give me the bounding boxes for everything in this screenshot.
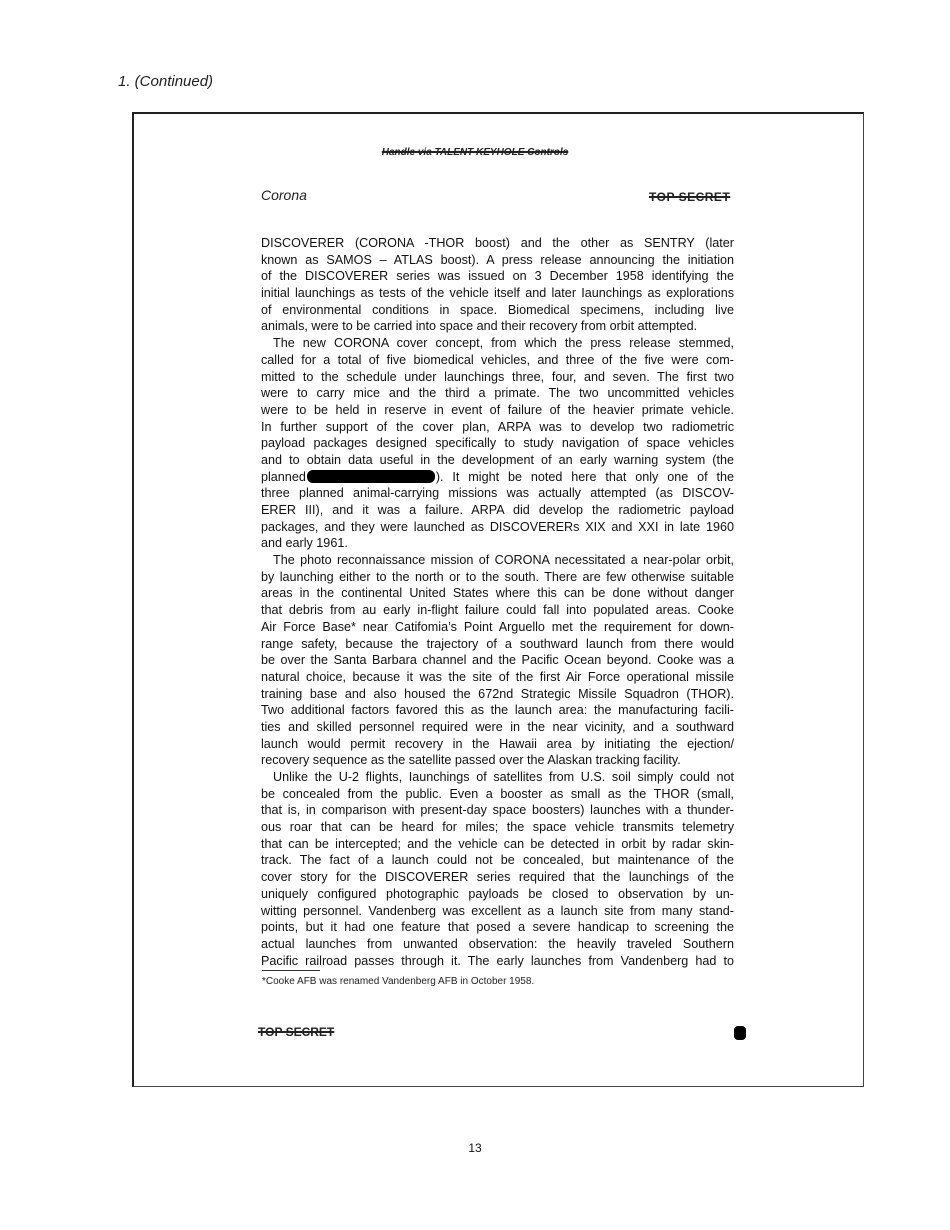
- text-line: known as SAMOS – ATLAS boost). A press release announcing the initiation: [261, 252, 734, 267]
- text-segment: ). It might be noted here that only one of the: [435, 469, 734, 484]
- footnote: *Cooke AFB was renamed Vandenberg AFB in October 1958.: [262, 976, 535, 987]
- text-line: by launching either to the north or to the south. There are few otherwise suitable: [261, 569, 734, 584]
- text-line: points, but it had one feature that posed a severe handicap to screening the: [261, 920, 734, 935]
- text-line: [261, 469, 734, 486]
- text-line: cover story for the DISCOVERER series required that the launchings of the: [261, 870, 734, 885]
- text-line: be over the Santa Barbara channel and the Pacific Ocean beyond. Cooke was a: [261, 653, 734, 668]
- classification-bottom: TOP SECRET: [258, 1025, 335, 1039]
- text-line: of the DISCOVERER series was issued on 3 December 1958 identifying the: [261, 269, 734, 284]
- text-line: The new CORONA cover concept, from which the press release stemmed,: [273, 336, 734, 351]
- footnote-rule: [262, 970, 320, 971]
- text-line: Pacific railroad passes through it. The early launches from Vandenberg had to: [261, 953, 734, 968]
- continued-heading: 1. (Continued): [118, 73, 214, 90]
- text-line: areas in the continental United States where this can be done without danger: [261, 586, 734, 601]
- text-line: payload packages designed specifically to study navigation of space vehicles: [261, 436, 734, 451]
- text-line: ERER III), and it was a failure. ARPA did develop the radiometric payload: [261, 503, 734, 517]
- redaction-mark: [734, 1026, 746, 1040]
- text-line: that debris from au early in-flight failure could fall into populated areas. Cooke: [261, 603, 734, 618]
- text-line: that can be intercepted; and the vehicle can be detected in orbit by radar skin-: [261, 836, 734, 851]
- text-line: The photo reconnaissance mission of CORONA necessitated a near-polar orbit,: [273, 553, 734, 568]
- text-line: Two additional factors favored this as the launch area: the manufacturing facili-: [261, 703, 734, 718]
- text-line: and to obtain data useful in the development of an early warning system (the: [261, 452, 734, 467]
- redacted-block: [307, 470, 435, 483]
- text-line: of environmental conditions in space. Biomedical specimens, including live: [261, 302, 734, 317]
- text-line: animals, were to be carried into space and their recovery from orbit attempted.: [261, 319, 698, 334]
- text-line: launch would permit recovery in the Hawaii area by initiating the ejection/: [261, 736, 734, 751]
- body-text: [261, 235, 734, 969]
- page-number: 13: [468, 1141, 482, 1155]
- text-line: be concealed from the public. Even a booster as small as the THOR (small,: [261, 786, 734, 801]
- text-line: recovery sequence as the satellite passed over the Alaskan tracking facility.: [261, 753, 681, 768]
- classification-top: TOP SECRET: [649, 190, 731, 204]
- text-line: that is, in comparison with present-day space boosters) launches with a thunder-: [261, 803, 734, 818]
- text-line: natural choice, because it was the site of the first Air Force operational missile: [261, 669, 734, 684]
- text-line: were to be held in reserve in event of failure of the heavier primate vehicle.: [261, 402, 734, 417]
- text-line: DISCOVERER (CORONA -THOR boost) and the other as SENTRY (later: [261, 236, 734, 250]
- handling-caveat: [0, 147, 950, 158]
- text-line: three planned animal-carrying missions was actually attempted (as DISCOV-: [261, 486, 734, 501]
- text-line: range safety, because the trajectory of a southward launch from there would: [261, 636, 734, 651]
- running-header: Corona: [261, 187, 307, 203]
- text-line: uniquely configured photographic payloads be closed to observation by un-: [261, 886, 734, 901]
- text-line: actual launches from unwanted observation: the heavily traveled Southern: [261, 936, 734, 951]
- text-line: training base and also housed the 672nd Strategic Missile Squadron (THOR).: [261, 686, 734, 701]
- text-line: Air Force Base* near Catifomia’s Point Arguello met the requirement for down-: [261, 619, 734, 634]
- text-line: called for a total of five biomedical vehicles, and three of the five were com-: [261, 352, 734, 367]
- text-line: Unlike the U-2 flights, Iaunchings of satellites from U.S. soil simply could not: [273, 770, 734, 784]
- text-line: were to carry mice and the third a primate. The two uncommitted vehicles: [261, 386, 734, 401]
- text-line: track. The fact of a launch could not be concealed, but maintenance of the: [261, 853, 734, 868]
- handling-text: Handle via TALENT KEYHOLE Controls: [381, 147, 569, 158]
- text-line: witting personnel. Vandenberg was excellent as a launch site from many stand-: [261, 903, 734, 918]
- text-line: packages, and they were launched as DISCOVERERs XIX and XXI in late 1960: [261, 519, 734, 534]
- text-line: and early 1961.: [261, 536, 348, 551]
- text-line: In further support of the cover plan, ARPA was to develop two radiometric: [261, 419, 734, 434]
- text-line: initial launchings as tests of the vehicle itself and later Iaunchings as explorations: [261, 286, 734, 301]
- text-line: ous roar that can be heard for miles; the space vehicle transmits telemetry: [261, 820, 734, 835]
- text-segment: planned: [261, 469, 306, 484]
- text-line: mitted to the schedule under launchings three, four, and seven. The first two: [261, 369, 734, 384]
- text-line: ties and skilled personnel required were in the near vicinity, and a southward: [261, 719, 734, 734]
